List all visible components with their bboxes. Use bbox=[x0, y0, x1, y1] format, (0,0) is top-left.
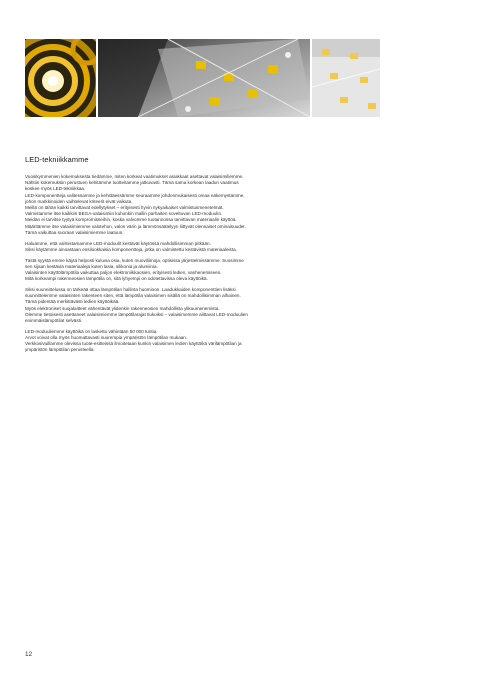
body-text bbox=[25, 174, 380, 358]
text-line: Tämä vaikuttaa suoraan valaisimiemme laatuun. bbox=[25, 229, 124, 235]
paragraph bbox=[25, 258, 380, 283]
led-chips-image bbox=[312, 39, 380, 117]
text-line: koskee myös LED-tekniikkaa. bbox=[25, 186, 86, 192]
text-line: LED-komponentteja valitessamme ja kehittäessämme seuraamme johdonmukaisesti omaa näkemystämme, bbox=[25, 192, 245, 198]
led-module-board-image bbox=[98, 39, 310, 117]
text-line: Tästä syystä emme käytä helposti kuluvia osia, kuten muoviliimoja, optisissa järjestelmissämme. Suosimme bbox=[25, 257, 244, 263]
text-line: Meidän ei tarvitse tyytyä kompromisseihin, koska valvomme tuotannossa tarvittavan materiaalin käyttöä. bbox=[25, 217, 237, 223]
page-number: 12 bbox=[25, 651, 33, 658]
led-chips-photo bbox=[312, 39, 380, 117]
text-line: ympäristön lämpötilan perusteella. bbox=[25, 347, 95, 353]
text-line: LED-moduuliemme käyttöikä on laskettu vähintään 50 000 tuntia. bbox=[25, 328, 158, 334]
text-line: Mitä korkeampi rakenneosien lämpötila on, sitä lyhyempi on odotettavissa oleva käyttöikä. bbox=[25, 276, 208, 282]
paragraph bbox=[25, 287, 380, 324]
text-line: Valaisinten käyttölämpötila vaikuttaa paljon elektroniikkaosien, erityisesti ledien, vanhenemiseen. bbox=[25, 270, 222, 276]
text-line: Meillä on tähän kaikki tarvittavat edellytykset – erityisesti hyvin nykyaikaiset valmistusmenetelmät. bbox=[25, 205, 224, 211]
text-line: Tämä pidentää merkittävästi ledien käyttöikää. bbox=[25, 299, 120, 305]
paragraph bbox=[25, 329, 380, 354]
text-line: Verkkosivuillamme olevissa tuote-esitteissä ilmoitetaan kunkin valaisimen ledien käyttöikä värilämpötilan ja bbox=[25, 341, 242, 347]
paragraph bbox=[25, 241, 380, 253]
text-line: enimmäislämpötilat selvästi. bbox=[25, 318, 83, 324]
text-line: Valmistamme itse kaikkiin BEGA-valaisimiin kuhunkin mallin parhaiten soveltuvan LED-moduulin. bbox=[25, 211, 223, 217]
text-line: suunnittelemme valaisinten rakenteen siten, että lämpötila valaisimen sisällä on mahdollisimman alhainen. bbox=[25, 293, 241, 299]
text-line: Myös elektroniset suojalaitteet vähentävät ylidenkin rakenneosien mahdollista ylikuumenemista. bbox=[25, 305, 220, 311]
text-line: Haluamme, että valmistamamme LED-moduulit kestävät käytössä mahdollisimman pitkään. bbox=[25, 240, 211, 246]
text-line: Arvot voivat olla myös huomattavasti suurempia ympäristön lämpötilan mukaan. bbox=[25, 335, 188, 341]
paragraph bbox=[25, 174, 380, 236]
led-rings-image bbox=[25, 39, 96, 117]
led-rings-photo bbox=[25, 39, 96, 117]
text-line: sen sijaan kestäviä materiaaleja kuten lasia, silikonia ja alumiinia. bbox=[25, 263, 158, 269]
text-line: Vuosikymmenien kokemuksesta tiedämme, miten korkeat vaatimukset asiakkaat asettavat valaisimillemme. bbox=[25, 174, 244, 179]
text-line: Nähtiin kokemuksiin perustuen kehitämme tuotteitamme jatkuvasti. Tämä sama korkean laadun vaatimus bbox=[25, 180, 239, 186]
text-line: Siksi käytämme ainoastaan ensiluokkaisia komponentteja, jotka on valmistettu kestävistä materiaaleista. bbox=[25, 246, 237, 252]
led-module-board-photo bbox=[98, 39, 310, 117]
photo-strip bbox=[25, 39, 380, 117]
text-line: Määritämme itse valaisimiemme valotehon, valon värin ja lämmönsäätelyyn liittyvät olennaiset ominaisuudet. bbox=[25, 223, 246, 229]
text-line: Siksi suunnittelussa on tärkeää ottaa lämpötilan hallinta huomioon. Laadukkaiden komponenttien lisäksi bbox=[25, 287, 236, 293]
text-line: Olemme tietoisesti asettaneet valaisimiemme lämpötilarajat tiukoiksi – valaisimemme alittavat LED-moduulien bbox=[25, 311, 248, 317]
text-line: johon markkinoiden vaihtelevat kriteerit eivät vaikuta. bbox=[25, 198, 133, 204]
section-heading: LED-tekniikkamme bbox=[25, 155, 89, 164]
